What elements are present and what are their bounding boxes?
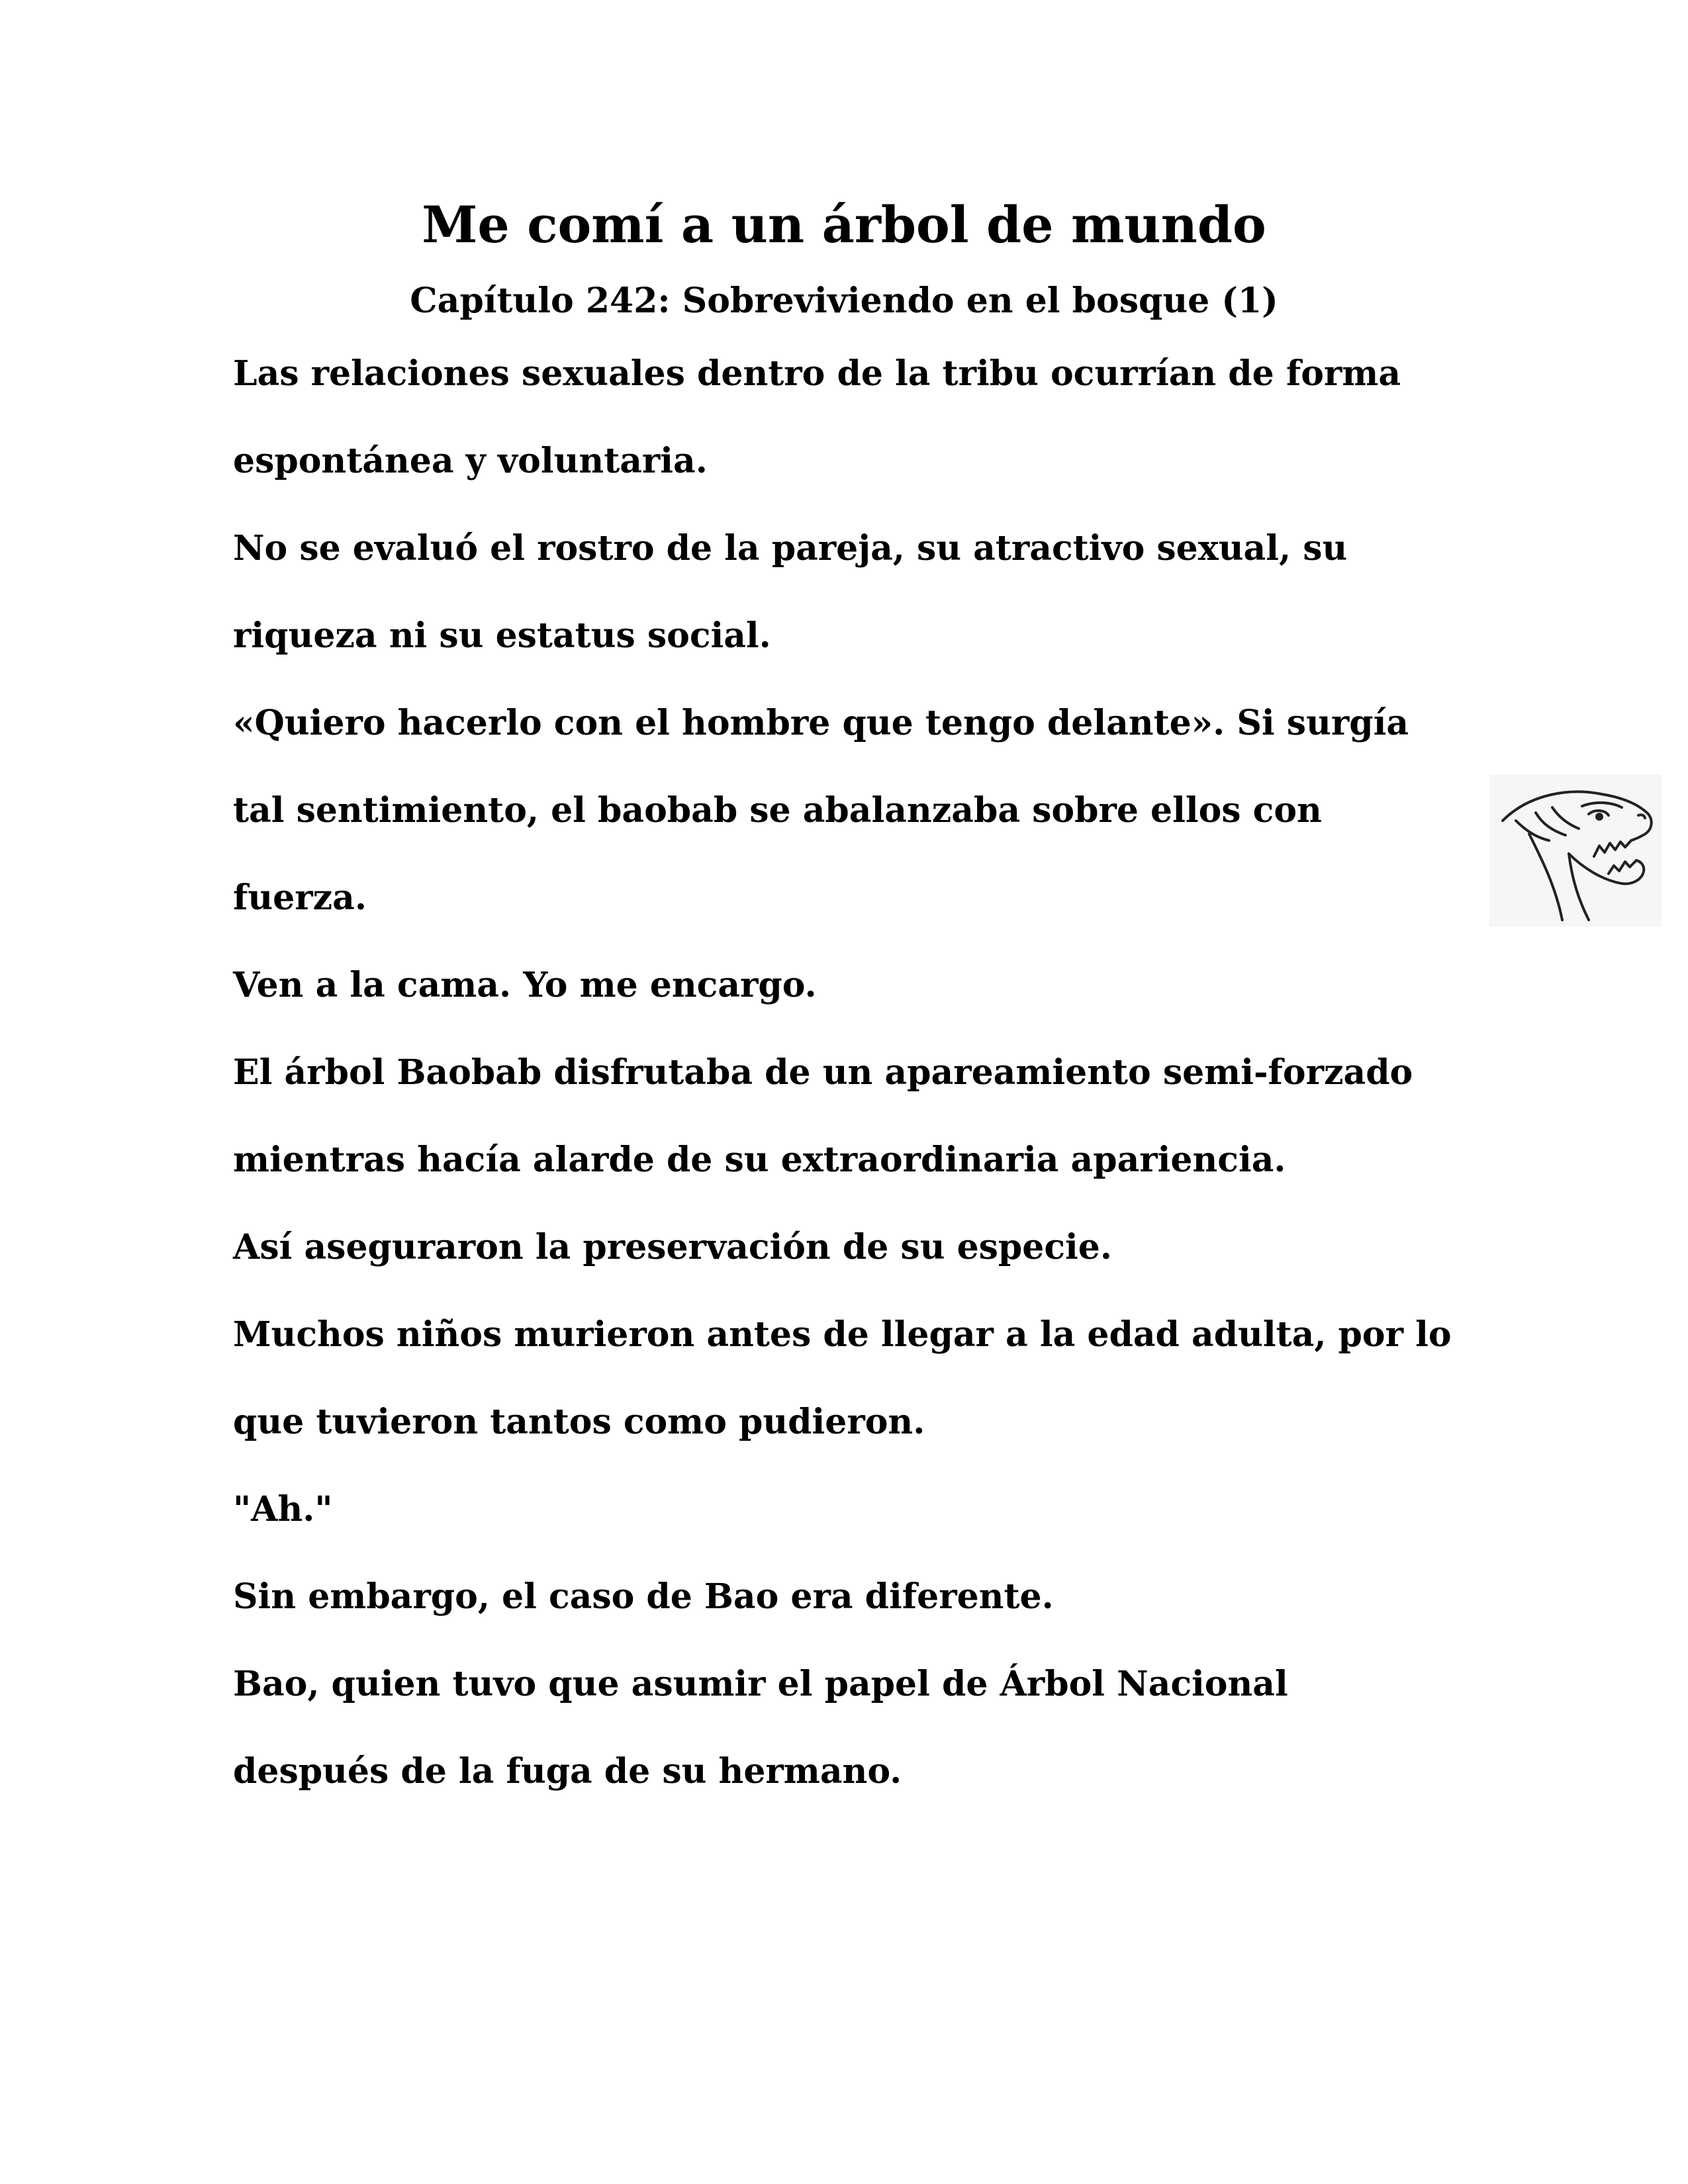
text-line: que tuvieron tantos como pudieron. — [233, 1402, 925, 1442]
text-line: «Quiero hacerlo con el hombre que tengo delante». Si surgía — [233, 703, 1409, 743]
text-line: Sin embargo, el caso de Bao era diferente. — [233, 1576, 1054, 1617]
document-body — [233, 351, 1491, 1836]
text-line: Así aseguraron la preservación de su especie. — [233, 1227, 1112, 1267]
text-line: riqueza ni su estatus social. — [233, 615, 771, 656]
text-line: Bao, quien tuvo que asumir el papel de Árbol Nacional — [233, 1664, 1288, 1704]
dinosaur-head-icon — [1489, 774, 1662, 927]
text-line: tal sentimiento, el baobab se abalanzaba sobre ellos con — [233, 790, 1322, 831]
text-line: Las relaciones sexuales dentro de la tribu ocurrían de forma — [233, 353, 1401, 394]
text-line: espontánea y voluntaria. — [233, 441, 708, 481]
text-line: mientras hacía alarde de su extraordinaria apariencia. — [233, 1140, 1286, 1180]
text-line: "Ah." — [233, 1489, 333, 1529]
text-line: fuerza. — [233, 878, 367, 918]
document-title: Me comí a un árbol de mundo — [422, 195, 1266, 254]
text-line: No se evaluó el rostro de la pareja, su atractivo sexual, su — [233, 528, 1348, 569]
text-line: Muchos niños murieron antes de llegar a la edad adulta, por lo — [233, 1314, 1452, 1355]
text-line: Ven a la cama. Yo me encargo. — [233, 965, 817, 1005]
text-line: después de la fuga de su hermano. — [233, 1751, 902, 1792]
text-line: El árbol Baobab disfrutaba de un apareamiento semi-forzado — [233, 1052, 1413, 1093]
chapter-subtitle: Capítulo 242: Sobreviviendo en el bosque (1) — [410, 281, 1278, 321]
